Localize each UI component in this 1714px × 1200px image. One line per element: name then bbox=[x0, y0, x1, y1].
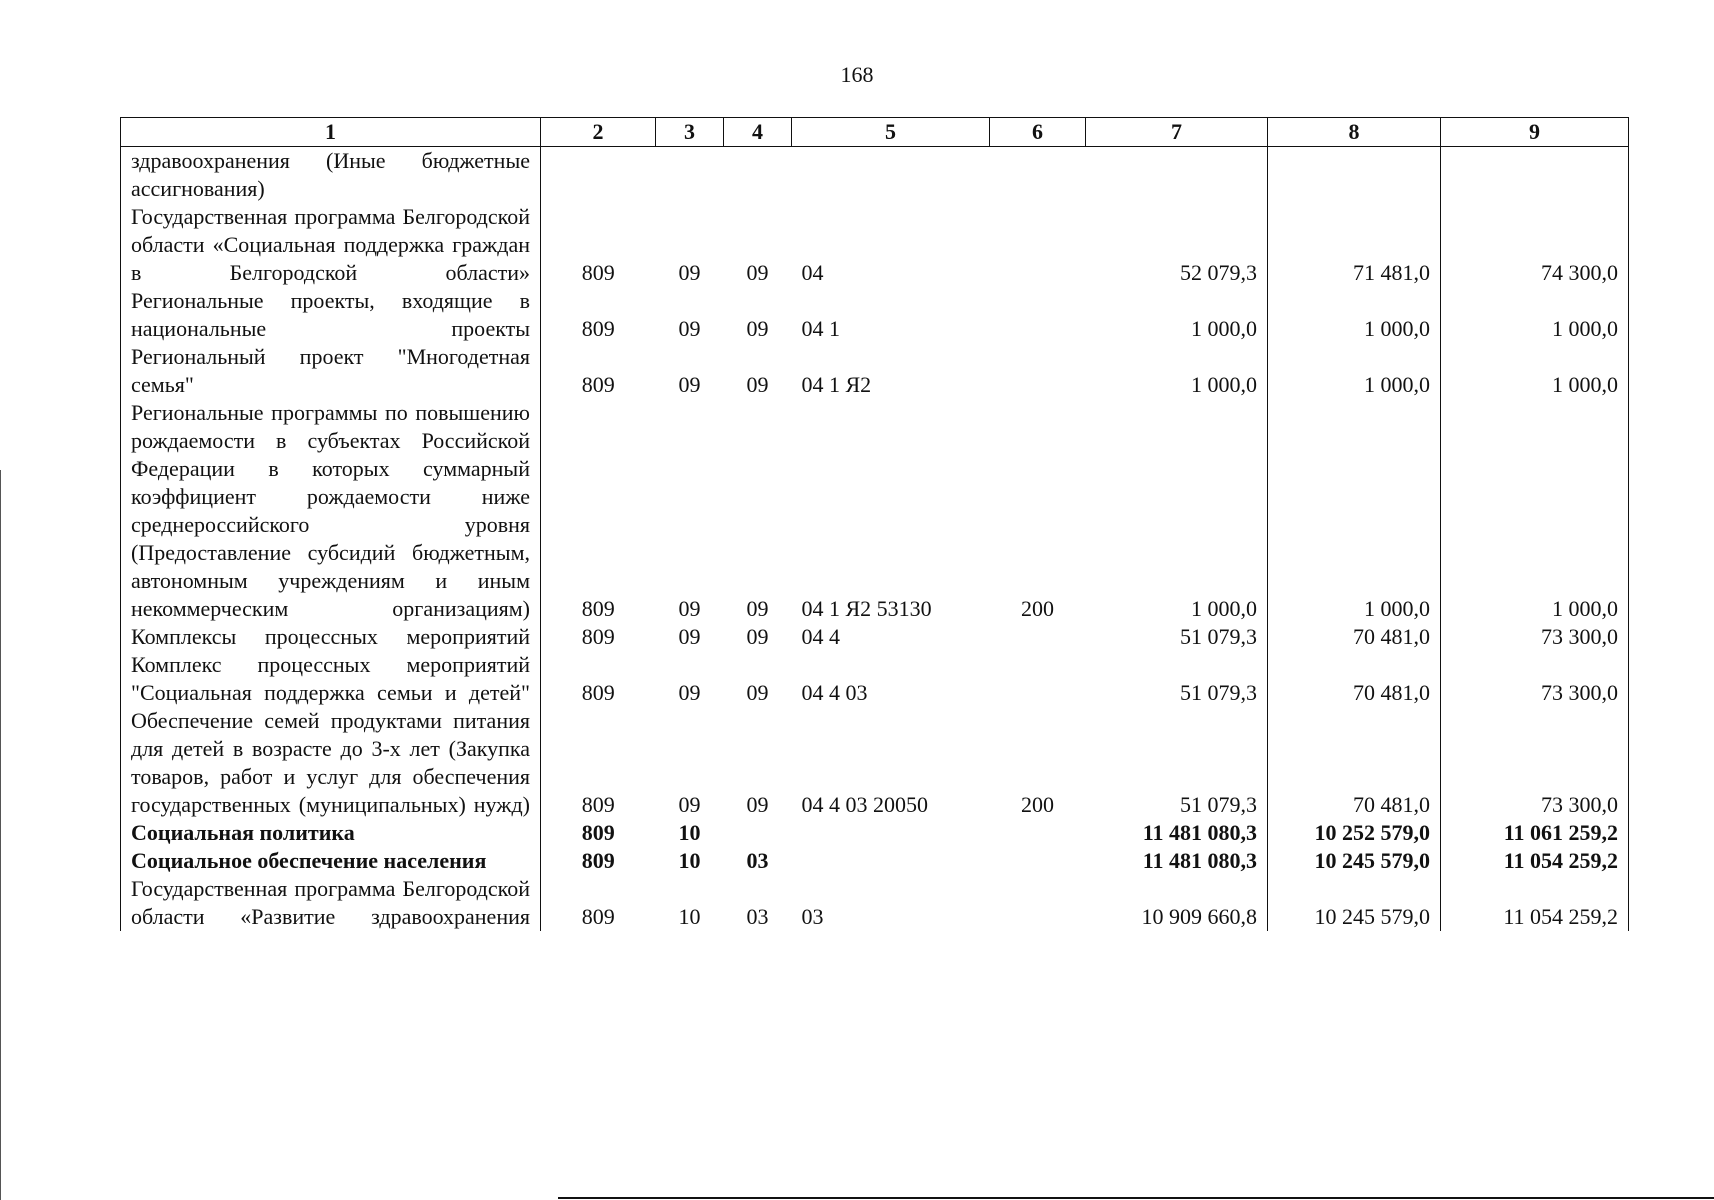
row-code-col2: 809 bbox=[541, 623, 656, 651]
row-code-col2: 809 bbox=[541, 847, 656, 875]
row-code-col5 bbox=[792, 147, 990, 204]
row-code-col2: 809 bbox=[541, 819, 656, 847]
row-code-col2: 809 bbox=[541, 343, 656, 399]
row-code-col3: 09 bbox=[678, 260, 701, 285]
column-header-6: 6 bbox=[990, 118, 1086, 147]
row-amount-col8: 70 481,0 bbox=[1268, 651, 1441, 707]
row-code-col5: 04 4 03 20050 bbox=[801, 792, 928, 817]
row-code-col6 bbox=[990, 203, 1086, 287]
row-code-col3: 09 bbox=[678, 624, 701, 649]
row-code-col5: 04 bbox=[801, 260, 824, 285]
row-code-col6: 200 bbox=[1021, 792, 1054, 817]
row-code-col4: 09 bbox=[746, 372, 769, 397]
row-code-col5: 04 1 Я2 53130 bbox=[801, 596, 932, 621]
row-code-col4: 03 bbox=[746, 904, 769, 929]
row-code-col4: 09 bbox=[746, 624, 769, 649]
table-row bbox=[121, 847, 1629, 875]
row-amount-col8: 1 000,0 bbox=[1268, 287, 1441, 343]
row-code-col3: 09 bbox=[678, 596, 701, 621]
row-amount-col9: 1 000,0 bbox=[1441, 399, 1629, 623]
row-description: Региональные проекты, входящие в национальные проекты bbox=[121, 287, 541, 343]
row-code-col6 bbox=[990, 147, 1086, 204]
row-code-col4: 09 bbox=[746, 680, 769, 705]
row-amount-col7: 51 079,3 bbox=[1086, 623, 1268, 651]
row-amount-col8: 71 481,0 bbox=[1268, 203, 1441, 287]
table-row bbox=[121, 399, 1629, 623]
table-row bbox=[121, 147, 1629, 204]
row-amount-col7: 1 000,0 bbox=[1086, 343, 1268, 399]
row-code-col3: 10 bbox=[678, 848, 701, 873]
row-amount-col7: 10 909 660,8 bbox=[1086, 875, 1268, 931]
column-header-4: 4 bbox=[724, 118, 792, 147]
table-body bbox=[121, 147, 1629, 932]
row-amount-col8: 10 252 579,0 bbox=[1268, 819, 1441, 847]
column-header-5: 5 bbox=[792, 118, 990, 147]
row-amount-col9: 11 054 259,2 bbox=[1441, 875, 1629, 931]
row-amount-col9: 74 300,0 bbox=[1441, 203, 1629, 287]
table-row bbox=[121, 651, 1629, 707]
row-amount-col8: 70 481,0 bbox=[1268, 623, 1441, 651]
row-amount-col8: 10 245 579,0 bbox=[1268, 847, 1441, 875]
row-code-col6 bbox=[990, 875, 1086, 931]
table-row bbox=[121, 623, 1629, 651]
row-code-col4: 09 bbox=[746, 316, 769, 341]
row-description: Региональный проект "Многодетная семья" bbox=[121, 343, 541, 399]
column-header-9: 9 bbox=[1441, 118, 1629, 147]
row-amount-col7: 1 000,0 bbox=[1086, 287, 1268, 343]
row-code-col5: 03 bbox=[801, 904, 824, 929]
table-row bbox=[121, 707, 1629, 819]
page-number: 168 bbox=[840, 62, 874, 87]
row-code-col6 bbox=[990, 343, 1086, 399]
row-amount-col9: 73 300,0 bbox=[1441, 623, 1629, 651]
row-amount-col8 bbox=[1268, 147, 1441, 204]
row-code-col2 bbox=[541, 147, 656, 204]
row-code-col6 bbox=[990, 651, 1086, 707]
column-header-1: 1 bbox=[121, 118, 541, 147]
row-code-col3: 09 bbox=[678, 792, 701, 817]
row-code-col6 bbox=[990, 847, 1086, 875]
row-code-col4 bbox=[724, 819, 792, 847]
row-amount-col9: 1 000,0 bbox=[1441, 287, 1629, 343]
row-description: Социальная политика bbox=[121, 819, 541, 847]
row-amount-col9: 73 300,0 bbox=[1441, 707, 1629, 819]
row-code-col4: 03 bbox=[746, 848, 769, 873]
row-amount-col7: 11 481 080,3 bbox=[1086, 819, 1268, 847]
row-code-col2: 809 bbox=[541, 651, 656, 707]
row-description: здравоохранения (Иные бюджетные ассигнования) bbox=[121, 147, 541, 204]
row-code-col5 bbox=[792, 847, 990, 875]
row-code-col2: 809 bbox=[541, 203, 656, 287]
row-amount-col7: 51 079,3 bbox=[1086, 707, 1268, 819]
row-code-col5: 04 1 bbox=[801, 316, 840, 341]
row-code-col6 bbox=[990, 287, 1086, 343]
row-amount-col9: 1 000,0 bbox=[1441, 343, 1629, 399]
row-description: Комплекс процессных мероприятий "Социальная поддержка семьи и детей" bbox=[121, 651, 541, 707]
row-amount-col8: 10 245 579,0 bbox=[1268, 875, 1441, 931]
row-code-col2: 809 bbox=[541, 875, 656, 931]
row-code-col4: 09 bbox=[746, 596, 769, 621]
table-row bbox=[121, 343, 1629, 399]
row-code-col5: 04 4 bbox=[801, 624, 840, 649]
row-code-col3: 10 bbox=[678, 904, 701, 929]
row-code-col4: 09 bbox=[746, 260, 769, 285]
row-code-col3: 09 bbox=[678, 372, 701, 397]
row-amount-col9: 11 061 259,2 bbox=[1441, 819, 1629, 847]
row-code-col5 bbox=[792, 819, 990, 847]
row-code-col3: 10 bbox=[678, 820, 701, 845]
row-description: Обеспечение семей продуктами питания для детей в возрасте до 3-х лет (Закупка товаров, работ и услуг для обеспечения государственных (муниципальных) нужд) bbox=[121, 707, 541, 819]
table-row bbox=[121, 819, 1629, 847]
row-amount-col9: 73 300,0 bbox=[1441, 651, 1629, 707]
column-header-2: 2 bbox=[541, 118, 656, 147]
row-code-col6 bbox=[990, 819, 1086, 847]
row-amount-col8: 1 000,0 bbox=[1268, 343, 1441, 399]
row-description: Социальное обеспечение населения bbox=[121, 847, 541, 875]
scan-edge-line bbox=[0, 470, 1, 1200]
row-code-col3: 09 bbox=[678, 316, 701, 341]
table-row bbox=[121, 875, 1629, 931]
table-row bbox=[121, 287, 1629, 343]
row-code-col5: 04 1 Я2 bbox=[801, 372, 872, 397]
row-description: Комплексы процессных мероприятий bbox=[121, 623, 541, 651]
row-code-col3: 09 bbox=[678, 680, 701, 705]
row-amount-col7: 52 079,3 bbox=[1086, 203, 1268, 287]
bottom-rule bbox=[558, 1197, 1714, 1199]
row-code-col5: 04 4 03 bbox=[801, 680, 868, 705]
column-header-7: 7 bbox=[1086, 118, 1268, 147]
row-description: Государственная программа Белгородской области «Развитие здравоохранения bbox=[121, 875, 541, 931]
column-header-8: 8 bbox=[1268, 118, 1441, 147]
row-amount-col7: 1 000,0 bbox=[1086, 399, 1268, 623]
row-amount-col7 bbox=[1086, 147, 1268, 204]
row-amount-col8: 1 000,0 bbox=[1268, 399, 1441, 623]
row-code-col2: 809 bbox=[541, 707, 656, 819]
row-amount-col8: 70 481,0 bbox=[1268, 707, 1441, 819]
column-header-3: 3 bbox=[656, 118, 724, 147]
row-description: Региональные программы по повышению рождаемости в субъектах Российской Федерации в которых суммарный коэффициент рождаемости ниже среднероссийского уровня (Предоставление субсидий бюджетным, автономным учреждениям и иным некоммерческим организациям) bbox=[121, 399, 541, 623]
row-code-col6: 200 bbox=[1021, 596, 1054, 621]
row-code-col6 bbox=[990, 623, 1086, 651]
row-code-col2: 809 bbox=[541, 287, 656, 343]
row-amount-col9: 11 054 259,2 bbox=[1441, 847, 1629, 875]
row-code-col3 bbox=[656, 147, 724, 204]
row-amount-col7: 11 481 080,3 bbox=[1086, 847, 1268, 875]
row-code-col2: 809 bbox=[541, 399, 656, 623]
row-amount-col7: 51 079,3 bbox=[1086, 651, 1268, 707]
table-row bbox=[121, 203, 1629, 287]
row-code-col4: 09 bbox=[746, 792, 769, 817]
row-code-col4 bbox=[724, 147, 792, 204]
budget-table bbox=[120, 117, 1629, 931]
row-amount-col9 bbox=[1441, 147, 1629, 204]
header-row bbox=[121, 118, 1629, 147]
row-description: Государственная программа Белгородской области «Социальная поддержка граждан в Белгородской области» bbox=[121, 203, 541, 287]
